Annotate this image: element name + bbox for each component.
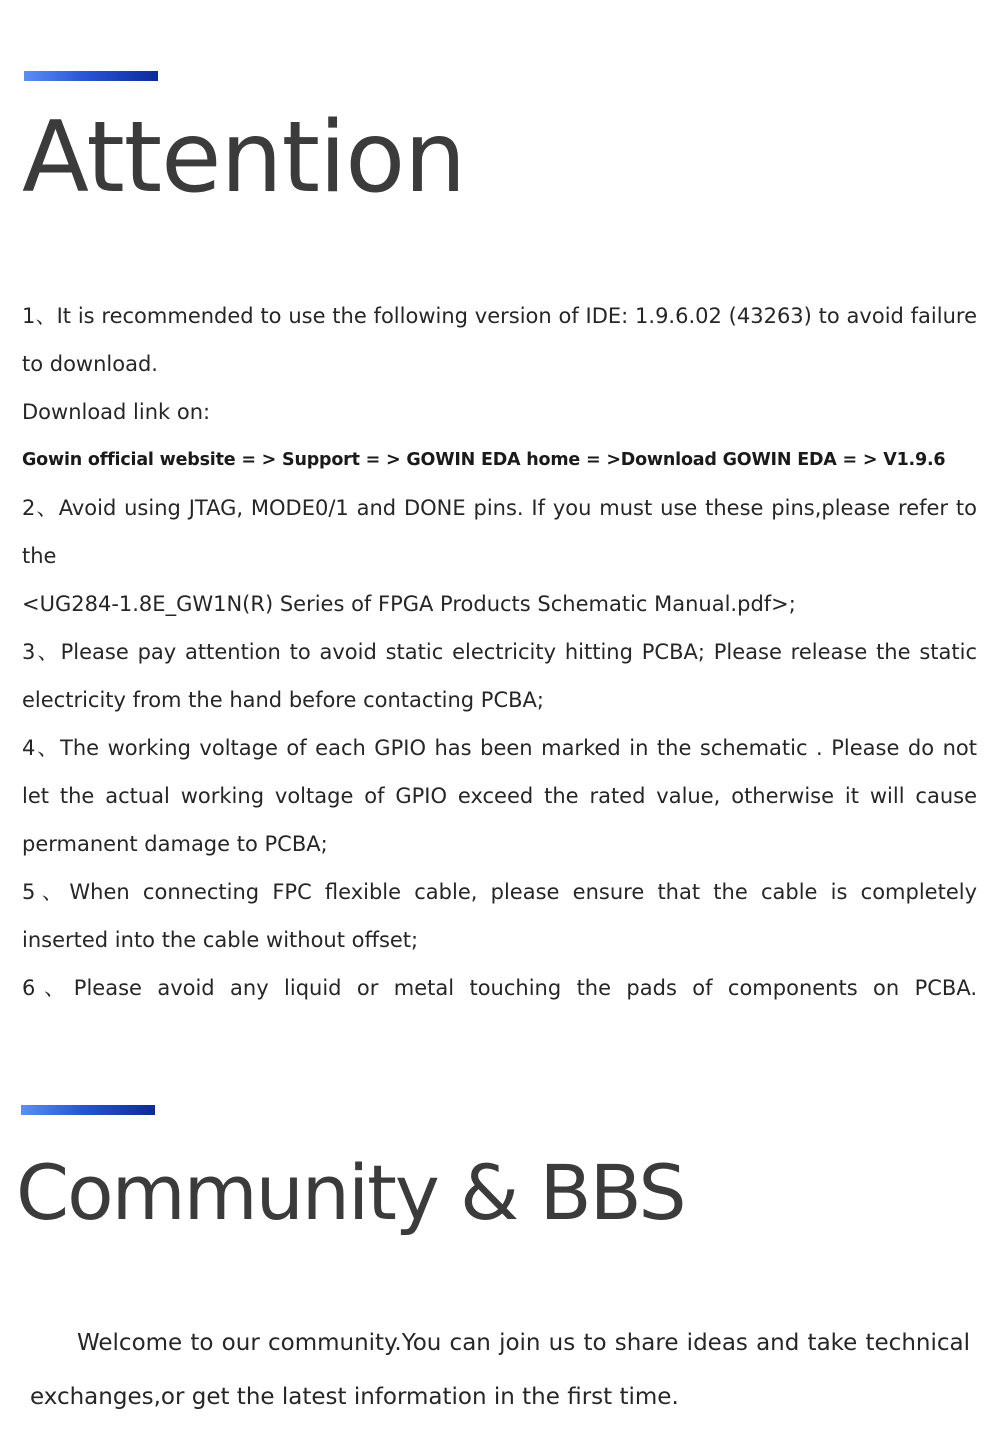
- attention-heading: Attention: [22, 101, 466, 215]
- attention-notes: [22, 292, 977, 1012]
- note-gpio-voltage: 4、The working voltage of each GPIO has been marked in the schematic . Please do not let the actual working voltage of GPIO exceed the rated value, otherwise it will cause permanent damage to PCBA;: [22, 736, 977, 856]
- community-heading: Community & BBS: [16, 1148, 685, 1237]
- attention-accent-bar: [24, 71, 158, 81]
- note-ide-version: 1、It is recommended to use the following version of IDE: 1.9.6.02 (43263) to avoid failure to download.: [22, 304, 977, 376]
- note-manual-reference: <UG284-1.8E_GW1N(R) Series of FPGA Products Schematic Manual.pdf>;: [22, 592, 796, 616]
- note-download-label: Download link on:: [22, 400, 211, 424]
- note-liquid-metal: 6、Please avoid any liquid or metal touching the pads of components on PCBA.: [22, 976, 977, 1000]
- note-pins: 2、Avoid using JTAG, MODE0/1 and DONE pins. If you must use these pins,please refer to the: [22, 496, 977, 568]
- note-fpc-cable: 5、When connecting FPC flexible cable, please ensure that the cable is completely inserted into the cable without offset;: [22, 880, 977, 952]
- note-download-path: Gowin official website = > Support = > GOWIN EDA home = >Download GOWIN EDA = > V1.9.6: [22, 450, 946, 470]
- community-accent-bar: [21, 1105, 155, 1115]
- note-static-electricity: 3、Please pay attention to avoid static electricity hitting PCBA; Please release the static electricity from the hand before contacting PCBA;: [22, 640, 977, 712]
- community-welcome-text: Welcome to our community.You can join us to share ideas and take technical exchanges,or get the latest information in the first time.: [30, 1330, 970, 1410]
